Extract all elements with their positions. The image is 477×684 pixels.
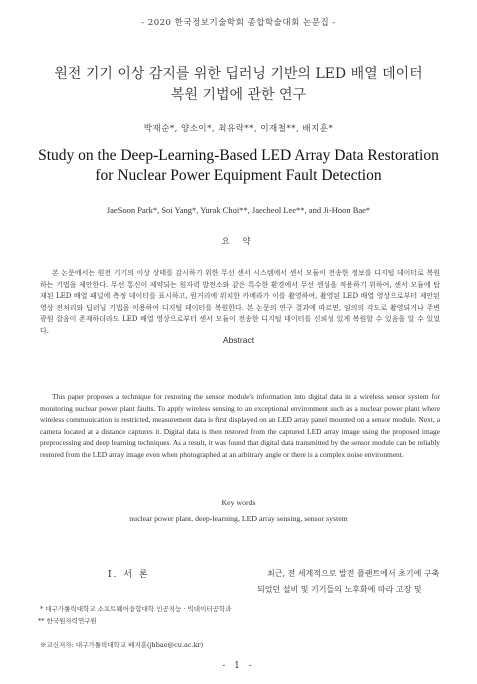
- korean-abstract: [40, 268, 440, 337]
- english-abstract-heading: Abstract: [222, 335, 255, 345]
- keywords-heading: Key words: [221, 498, 256, 507]
- english-title-line1: Study on the Deep-Learning-Based LED Array Data Restoration: [38, 147, 439, 164]
- korean-title-line2: 복원 기법에 관한 연구: [170, 87, 307, 103]
- page-number: - 1 -: [222, 661, 255, 671]
- journal-header: - 2020 한국정보기술학회 종합학술대회 논문집 -: [141, 18, 336, 28]
- korean-abstract-text: 본 논문에서는 원전 기기의 이상 상태를 감시하기 위한 무선 센서 시스템에서 센서 모듈이 전송한 정보를 디지털 데이터로 복원하는 기법을 제안한다. 무선 통신이 제약되는 원자력 발전소와 같은 특수한 환경에서 무선 센싱을 적용하기 위하여, 센서 모듈에 탑재된 LED 배열 패널에 측정 데이터를 표시하고, 원거리에 위치한 카메라가 이를 촬영하여, 촬영된 LED 배열 영상으로부터 제안된 영상 전처리와 딥러닝 기법을 이용하여 디지털 데이터를 복원한다. 본 논문의 연구 결과에 따르면, 임의의 각도로 촬영되거나 주변 광원 잡음이 존재하더라도 LED 배열 영상으로부터 센서 모듈이 전송한 디지털 데이터를 신뢰성 있게 복원할 수 있음을 알 수 있었다.: [40, 269, 440, 335]
- section-heading-introduction: Ⅰ. 서 론: [108, 570, 150, 580]
- english-authors: JaeSoon Park*, Soi Yang*, Yurak Choi**, Jaecheol Lee**, and Ji-Hoon Bae*: [106, 205, 371, 215]
- english-abstract: [40, 391, 440, 461]
- footnote-corresponding-author: ※교신저자: 대구가톨릭대학교 배지훈(jhbae@cu.ac.kr): [40, 641, 204, 649]
- footnote-affiliation-1: * 대구가톨릭대학교 소프트웨어융합대학 인공지능 · 빅데이터공학과: [40, 605, 232, 613]
- english-title-line2: for Nuclear Power Equipment Fault Detection: [95, 167, 382, 184]
- korean-title-line1: 원전 기기 이상 감지를 위한 딥러닝 기반의 LED 배열 데이터: [54, 66, 423, 82]
- korean-authors: 박재순*, 양소이*, 최유락**, 이재철**, 배지훈*: [143, 124, 334, 134]
- introduction-text: 최근, 전 세계적으로 발전 플랜트에서 초기에 구축되었던 설비 및 기기들의 노후화에 따라 고장 및: [257, 569, 440, 594]
- keywords: nuclear power plant, deep-learning, LED array sensing, sensor system: [129, 514, 348, 523]
- introduction-body: [257, 566, 447, 598]
- footnote-affiliation-2: ** 한국원자력연구원: [38, 617, 97, 625]
- english-abstract-text: This paper proposes a technique for restoring the sensor module's information into digital data in a wireless sensor system for monitoring nuclear power plant faults. To apply wireless sensing to an exceptional environment such as a nuclear power plant where wireless communication is restricted, measurement data is first displayed on an LED array panel mounted on a sensor module. Next, a camera located at a distance captures it. Digital data is then restored from the captured LED array image using the proposed image preprocessing and deep learning techniques. As a result, it was found that digital data transmitted by the sensor module can be reliably restored from the LED array image even when photographed at an arbitrary angle or there is a complex noise environment.: [40, 392, 440, 459]
- korean-abstract-heading: 요 약: [221, 237, 256, 247]
